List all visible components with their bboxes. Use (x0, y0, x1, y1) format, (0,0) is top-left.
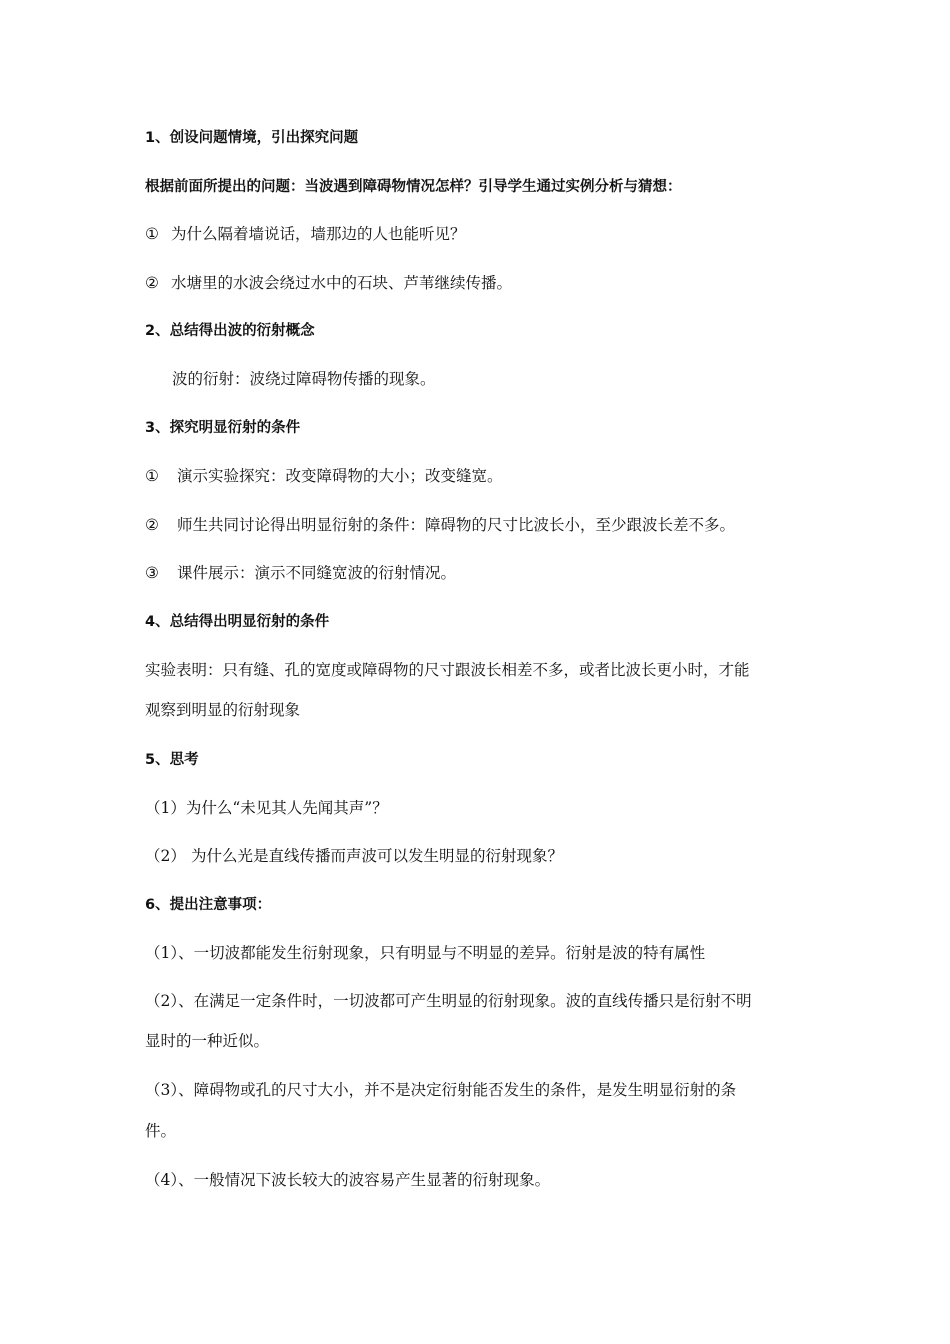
list-item (145, 563, 456, 583)
item-marker: ② (145, 274, 159, 292)
note-line: （3）、障碍物或孔的尺寸大小，并不是决定衍射能否发生的条件，是发生明显衍射的条 (145, 1081, 737, 1099)
item-text: 为什么隔着墙说话，墙那边的人也能听见？ (171, 225, 466, 243)
note-line: 显时的一种近似。 (145, 1032, 270, 1050)
definition-text: 波的衍射：波绕过障碍物传播的现象。 (172, 370, 436, 388)
item-marker: ① (145, 467, 159, 485)
item-text: 为什么“未见其人先闻其声”？ (185, 799, 388, 817)
note-line: 件。 (145, 1122, 177, 1140)
section-1-lead: 根据前面所提出的问题：当波遇到障碍物情况怎样？引导学生通过实例分析与猜想： (145, 179, 682, 195)
item-marker: ② (145, 516, 159, 534)
item-text: 演示实验探究：改变障碍物的大小；改变缝宽。 (177, 467, 503, 485)
section-6-title: 6、提出注意事项： (145, 897, 272, 913)
section-5-title: 5、思考 (145, 752, 199, 768)
item-marker: ① (145, 225, 159, 243)
list-item (145, 273, 512, 293)
paragraph-line: 观察到明显的衍射现象 (145, 701, 301, 719)
list-item (145, 798, 388, 818)
section-4-title: 4、总结得出明显衍射的条件 (145, 614, 330, 630)
section-3-title: 3、探究明显衍射的条件 (145, 420, 301, 436)
item-text: 课件展示：演示不同缝宽波的衍射情况。 (177, 564, 457, 582)
list-item (145, 224, 466, 244)
list-item (145, 515, 735, 535)
note-line: （4）、一般情况下波长较大的波容易产生显著的衍射现象。 (145, 1171, 551, 1189)
note-line: （2）、在满足一定条件时，一切波都可产生明显的衍射现象。波的直线传播只是衍射不明 (145, 992, 752, 1010)
section-2-title: 2、总结得出波的衍射概念 (145, 323, 315, 339)
item-marker: （1） (145, 799, 186, 817)
list-item (145, 846, 563, 866)
item-marker: ③ (145, 564, 159, 582)
list-item (145, 466, 503, 486)
section-1-title: 1、创设问题情境，引出探究问题 (145, 130, 359, 146)
item-text: 师生共同讨论得出明显衍射的条件：障碍物的尺寸比波长小，至少跟波长差不多。 (177, 516, 736, 534)
item-marker: （2） (145, 847, 186, 865)
item-text: 为什么光是直线传播而声波可以发生明显的衍射现象？ (191, 847, 564, 865)
paragraph-line: 实验表明：只有缝、孔的宽度或障碍物的尺寸跟波长相差不多，或者比波长更小时，才能 (145, 661, 750, 679)
item-text: 水塘里的水波会绕过水中的石块、芦苇继续传播。 (171, 274, 513, 292)
note-line: （1）、一切波都能发生衍射现象，只有明显与不明显的差异。衍射是波的特有属性 (145, 944, 706, 962)
